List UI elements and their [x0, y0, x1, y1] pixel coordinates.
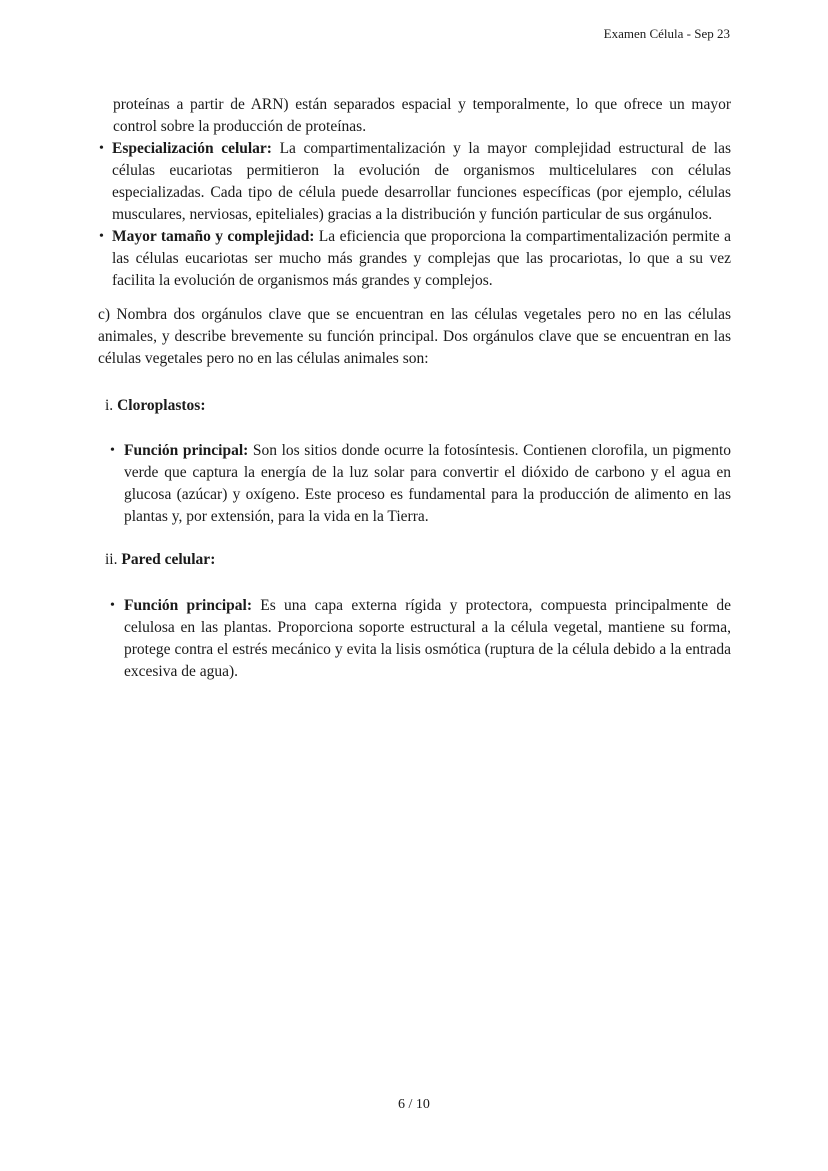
- item-title: Cloroplastos:: [117, 397, 206, 414]
- bullet-lead: Especialización celular:: [112, 140, 272, 157]
- bullet-text: Son los sitios donde ocurre la fotosíntesis. Contienen clorofila, un pigmento verde que captura la energía de la luz solar para convertir el dióxido de carbono y el agua en glucosa (azúcar) y oxígeno. Este proceso es fundamental para la producción de alimento en las plantas y, por extensión, para la vida en la Tierra.: [124, 442, 732, 525]
- paragraph-continuation: proteínas a partir de ARN) están separados espacial y temporalmente, lo que ofrece un mayor control sobre la producción de proteínas.: [113, 96, 731, 135]
- bullet-lead: Función principal:: [124, 597, 252, 614]
- list-item: [98, 138, 731, 226]
- list-item: [98, 440, 731, 528]
- page-content: [98, 94, 731, 683]
- bullet-icon: •: [110, 443, 115, 458]
- page-number: 6 / 10: [398, 1097, 430, 1112]
- bullet-icon: •: [99, 141, 104, 156]
- list-item: [98, 226, 731, 292]
- bullet-text: Es una capa externa rígida y protectora, compuesta principalmente de celulosa en las plantas. Proporciona soporte estructural a la célula vegetal, mantiene su forma, protege contra el estrés mecánico y evita la lisis osmótica (ruptura de la célula debido a la entrada excesiva de agua).: [124, 597, 731, 680]
- roman-numeral: ii.: [105, 551, 118, 568]
- item-title: Pared celular:: [121, 551, 216, 568]
- item-heading-pared-celular: [105, 549, 731, 571]
- item-heading-cloroplastos: [105, 395, 731, 417]
- running-header: Examen Célula - Sep 23: [603, 26, 730, 41]
- bullet-icon: •: [110, 598, 115, 613]
- question-c-paragraph: c) Nombra dos orgánulos clave que se encuentran en las células vegetales pero no en las células animales, y describe brevemente su función principal. Dos orgánulos clave que se encuentran en las células vegetales pero no en las células animales son:: [98, 306, 731, 367]
- bullet-lead: Función principal:: [124, 442, 249, 459]
- list-item: [98, 595, 731, 683]
- bullet-lead: Mayor tamaño y complejidad:: [112, 228, 315, 245]
- roman-numeral: i.: [105, 397, 114, 414]
- bullet-text: La eficiencia que proporciona la compartimentalización permite a las células eucariotas ser mucho más grandes y complejas que las procariotas, lo que a su vez facilita la evolución de organismos más grandes y complejos.: [112, 228, 731, 289]
- bullet-icon: •: [99, 229, 104, 244]
- bullet-text: La compartimentalización y la mayor complejidad estructural de las células eucariotas permitieron la evolución de organismos multicelulares con células especializadas. Cada tipo de célula puede desarrollar funciones específicas (por ejemplo, células musculares, nerviosas, epiteliales) gracias a la distribución y función particular de sus orgánulos.: [112, 140, 732, 223]
